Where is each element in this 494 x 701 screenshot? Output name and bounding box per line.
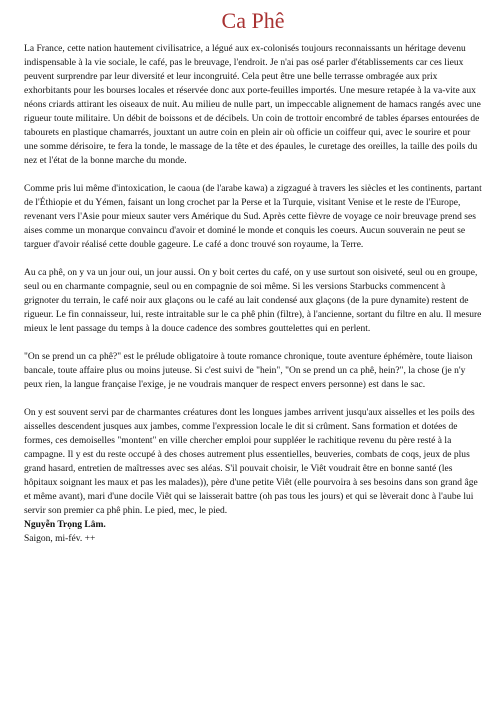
paragraph-servers: On y est souvent servi par de charmantes créatures dont les longues jambes arrivent jusqu'aux aisselles et les poils des aisselles descendent jusques aux jambes, comme l'expression locale le dit si crûment. Sans formation et dotées de formes, ces demoiselles "montent" en ville chercher emploi pour suppléer le rachitique revenu du père resté à la campagne. Il y est du reste occupé à des choses autrement plus essentielles, beuveries, combats de coqs, jeux de plus grand hasard, entretien de maîtresses avec ses aléas. S'il pouvait choisir, le Viêt voudrait être en bonne santé (les hôpitaux soignant les maux et pas les malades)), père d'une petite Viêt (elle pourvoira à ses besoins dans son grand âge et même avant), mari d'une docile Viêt qui se laisserait battre (oh pas tous les jours) et qui se lèverait donc à l'aube lui servir son premier ca phê phin. Le pied, mec, le pied. [24,408,478,516]
paragraph-gap [24,168,482,182]
paragraph-on-se-prend: "On se prend un ca phê?" est le prélude obligatoire à toute romance chronique, toute aventure éphémère, toute liaison bancale, toute affaire plus ou moins juteuse. Si c'est suivi de "hein", "On se prend un ca phê, hein?", la chose (je n'y peux rien, la langue française l'exige, je ne voudrais manquer de respect envers personne) est dans le sac. [24,352,473,390]
paragraph-coffee-history: Comme pris lui même d'intoxication, le caoua (de l'arabe kawa) a zigzagué à travers les siècles et les continents, partant de l'Éthiopie et du Yémen, faisant un long crochet par la Perse et la Turquie, visitant Venise et le reste de l'Europe, revenant vers l'Asie pour mieux sauter vers Amérique du Sud. Après cette fièvre de voyage ce noir breuvage prend ses aises comme un monarque convaincu d'avoir et dominé le monde et conquis les coeurs. Aucun souverain ne peut se targuer d'avoir réalisé cette double gageure. Le café a donc trouvé son royaume, la Terre. [24,184,482,250]
paragraph-cafe-places: La France, cette nation hautement civilisatrice, a légué aux ex-colonisés toujours reconnaissants un héritage devenu indispensable à la vie sociale, le café, pas le breuvage, l'endroit. Je n'ai pas osé parler d'établissements car ces lieux peuvent surprendre par leur diversité et leur incongruité. Cela peut être une belle terrasse ombragée aux prix exhorbitants pour les bourses locales et réservée donc aux porte-feuilles importés. Une mesure retapée à la va-vite aux néons criards attirant les oiseaux de nuit. Au milieu de nulle part, un impeccable alignement de hamacs rangés avec une rigueur toute militaire. Un débit de boissons et de décibels. Un coin de trottoir encombré de tables éparses entourées de tabourets en plastique chamarrés, jouxtant un autre coin en plein air où officie un coiffeur qui, avec le sourire et pour une somme dérisoire, te fera la tonde, le massage de la tête et des épaules, le curetage des oreilles, la taille des poils du nez et l'état de la bonne marche du monde. [24,44,481,166]
paragraph-gap [24,252,482,266]
place-date: Saigon, mi-fév. ++ [24,534,96,544]
paragraph-ca-phe-habits: Au ca phê, on y va un jour oui, un jour aussi. On y boit certes du café, on y use surtout son oisiveté, seul ou en groupe, seul ou en charmante compagnie, seul ou en compagnie de soi même. Si les versions Starbucks commencent à grignoter du terrain, le café noir aux glaçons ou le café au lait condensé aux glaçons (de la pure dynamite) restent de rigueur. Le fin connaisseur, lui, reste intraitable sur le ca phê phin (filtre), à l'ancienne, sortant du filtre en alu. Il mesure mieux le lent passage du temps à la douce cadence des sombres gouttelettes qui en perlent. [24,268,482,334]
paragraph-gap [24,336,482,350]
paragraph-gap [24,392,482,406]
document-title: Ca Phê [221,8,285,33]
author-signature: Nguyễn Trọng Lâm. [24,520,106,530]
